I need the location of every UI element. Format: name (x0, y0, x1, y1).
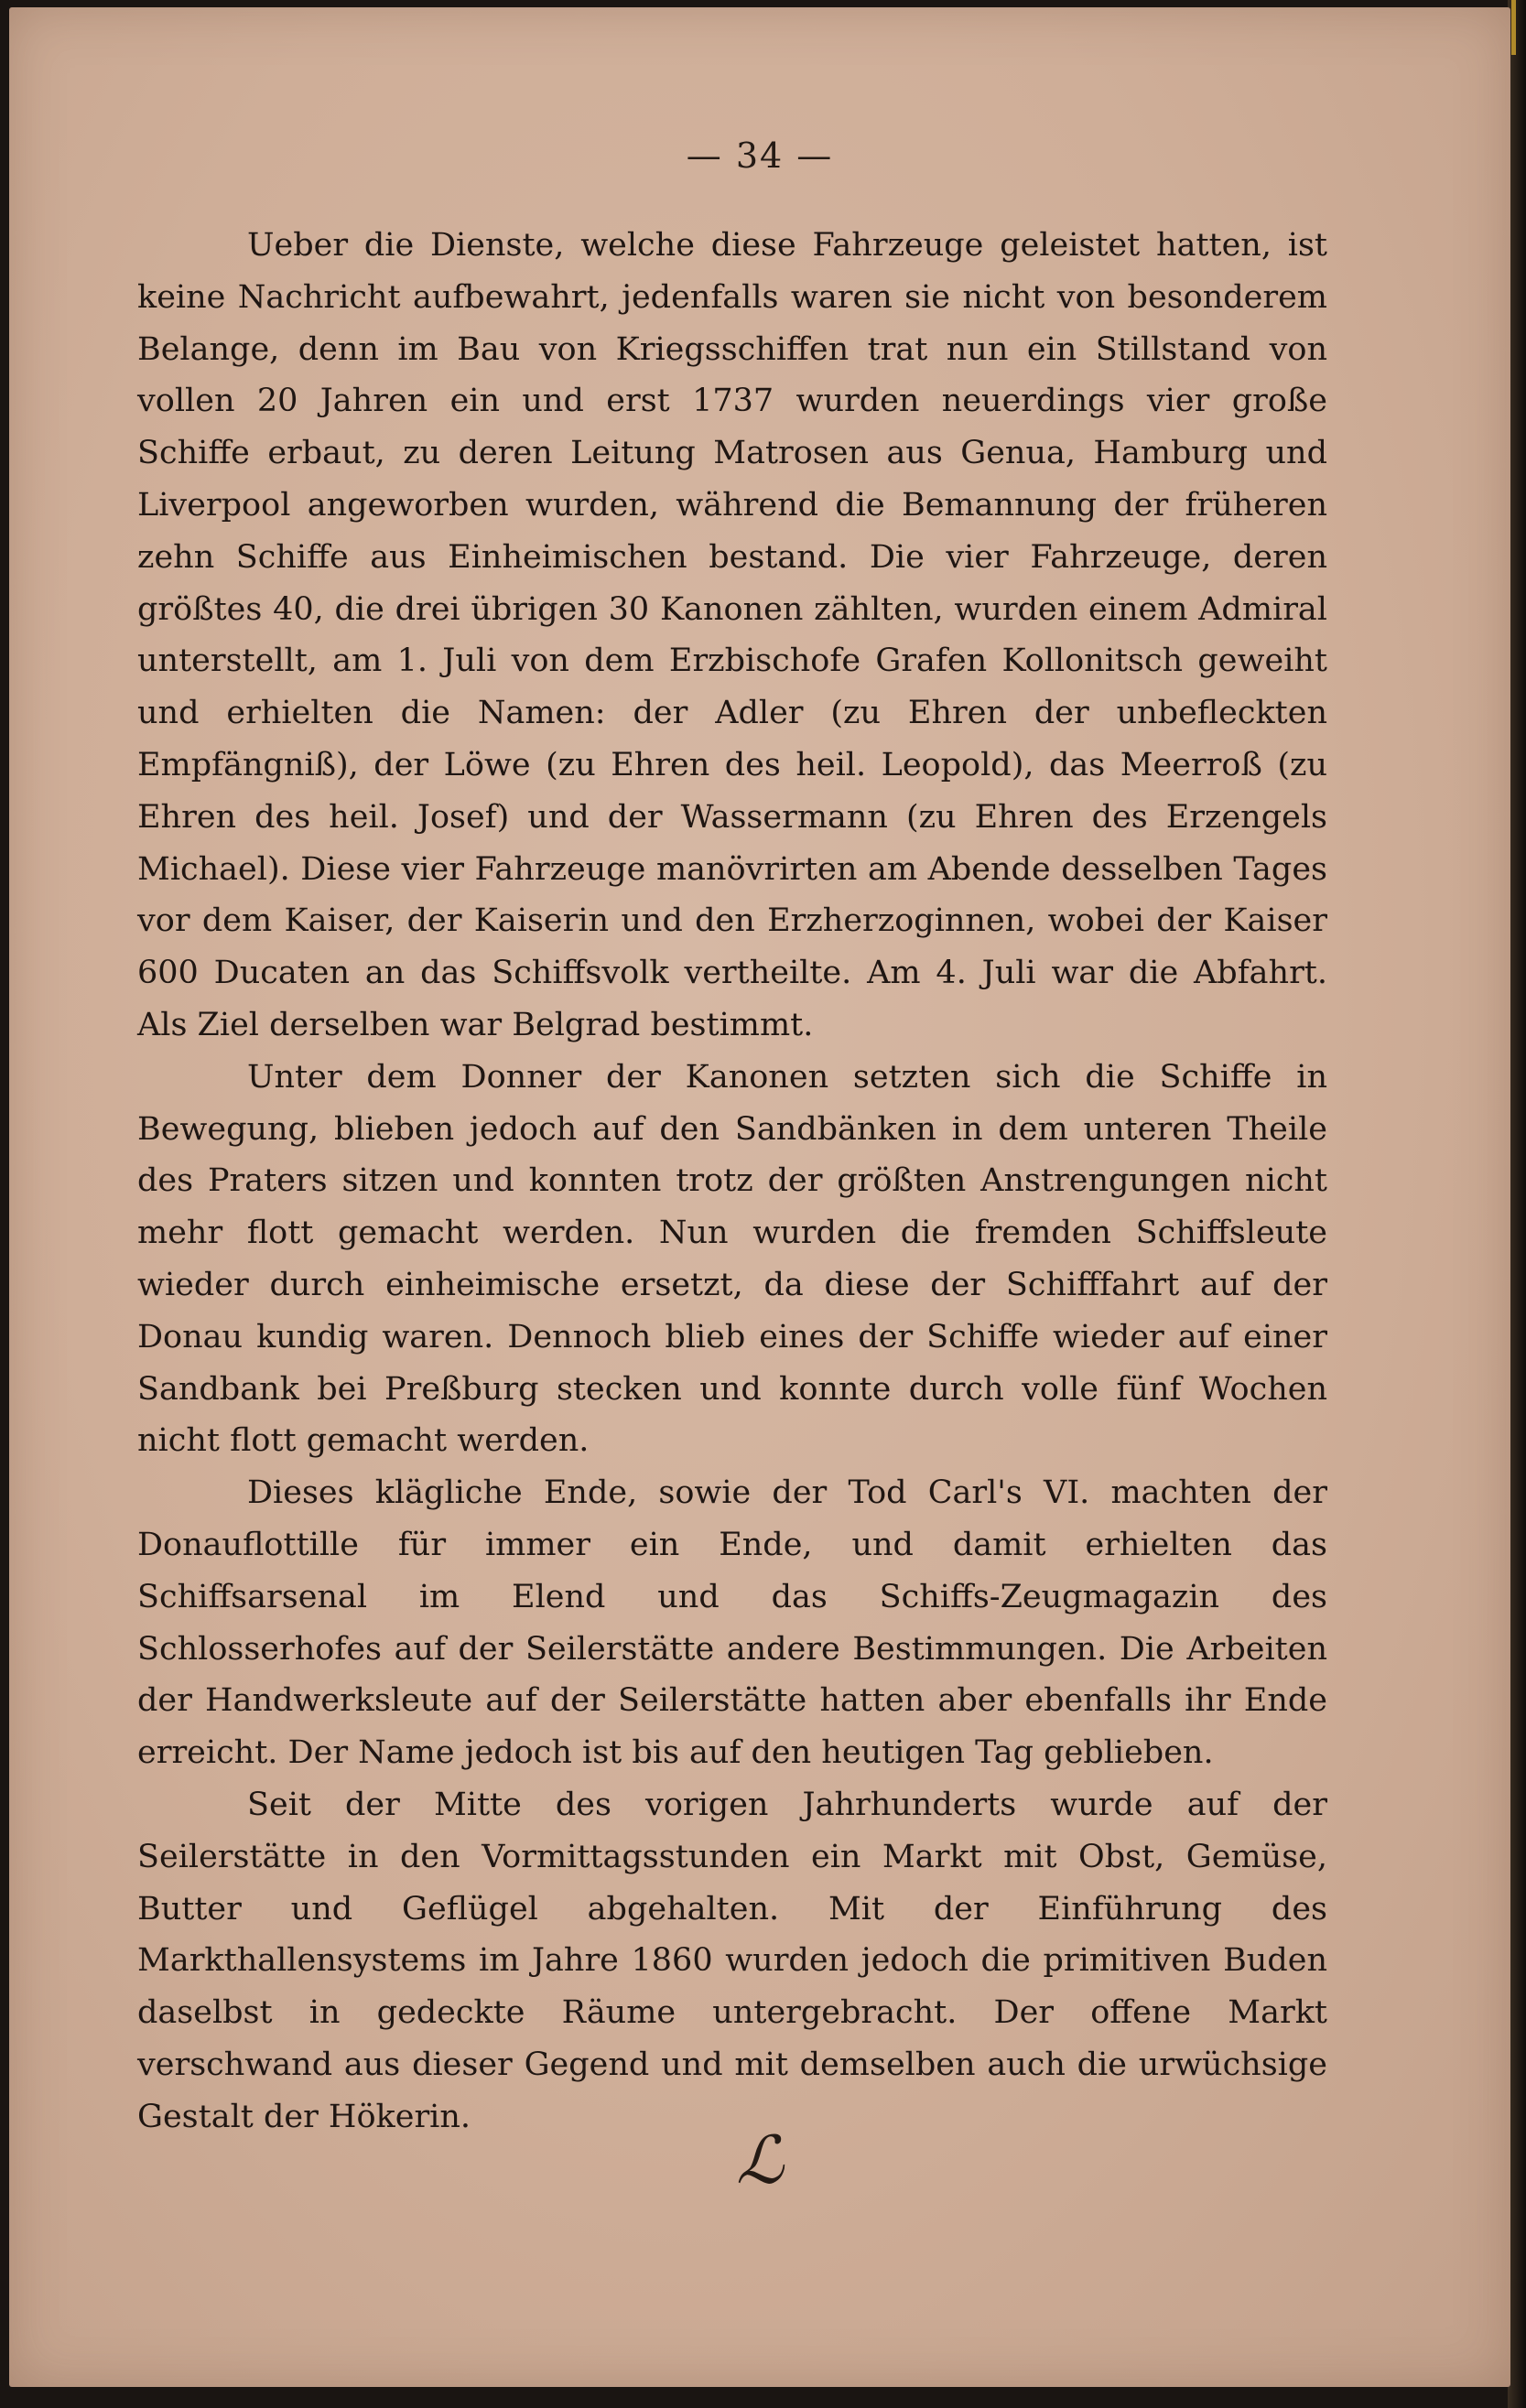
paragraph-2: Unter dem Donner der Kanonen setzten sich die Schiffe in Bewegung, blieben jedoch auf den Sandbänken in dem unteren Theile des Praters sitzen und konnten trotz der größten Anstrengungen nicht mehr flott gemacht werden. Nun wurden die fremden Schiffsleute wieder durch einheimische ersetzt, da diese der Schifffahrt auf der Donau kundig waren. Dennoch blieb eines der Schiffe wieder auf einer Sandbank bei Preßburg stecken und konnte durch volle fünf Wochen nicht flott gemacht werden. (137, 1058, 1327, 1460)
paragraph-4: Seit der Mitte des vorigen Jahrhunderts wurde auf der Seilerstätte in den Vormittagsstunden ein Markt mit Obst, Gemüse, Butter und Geflügel abgehalten. Mit der Einführung des Markthallensystems im Jahre 1860 wurden jedoch die primitiven Buden daselbst in gedeckte Räume untergebracht. Der offene Markt verschwand aus dieser Gegend und mit demselben auch die urwüchsige Gestalt der Hökerin. (137, 1786, 1327, 2135)
paragraph-3: Dieses klägliche Ende, sowie der Tod Carl's VI. machten der Donauflottille für immer ein Ende, und damit erhielten das Schiffsarsenal im Elend und das Schiffs-Zeugmagazin des Schlosserhofes auf der Seilerstätte andere Bestimmungen. Die Arbeiten der Handwerksleute auf der Seilerstätte hatten aber ebenfalls ihr Ende erreicht. Der Name jedoch ist bis auf den heutigen Tag geblieben. (137, 1474, 1327, 1772)
paragraph-1: Ueber die Dienste, welche diese Fahrzeuge geleistet hatten, ist keine Nachricht aufbewahrt, jedenfalls waren sie nicht von besonderem Belange, denn im Bau von Kriegsschiffen trat nun ein Stillstand von vollen 20 Jahren ein und erst 1737 wurden neuerdings vier große Schiffe erbaut, zu deren Leitung Matrosen aus Genua, Hamburg und Liverpool angeworben wurden, während die Bemannung der früheren zehn Schiffe aus Einheimischen bestand. Die vier Fahrzeuge, deren größtes 40, die drei übrigen 30 Kanonen zählten, wurden einem Admiral unterstellt, am 1. Juli von dem Erzbischofe Grafen Kollonitsch geweiht und erhielten die Namen: der Adler (zu Ehren der unbefleckten Empfängniß), der Löwe (zu Ehren des heil. Leopold), das Meerroß (zu Ehren des heil. Josef) und der Wassermann (zu Ehren des Erzengels Michael). Diese vier Fahrzeuge manövrirten am Abende desselben Tages vor dem Kaiser, der Kaiserin und den Erzherzoginnen, wobei der Kaiser 600 Ducaten an das Schiffsvolk vertheilte. Am 4. Juli war die Abfahrt. Als Ziel derselben war Belgrad bestimmt. (137, 227, 1327, 1043)
book-binding-edge (1508, 0, 1526, 2408)
page-number: — 34 — (686, 135, 834, 176)
printer-signet: ℒ (736, 2122, 784, 2198)
body-text (137, 220, 1327, 2143)
book-page (9, 7, 1510, 2387)
